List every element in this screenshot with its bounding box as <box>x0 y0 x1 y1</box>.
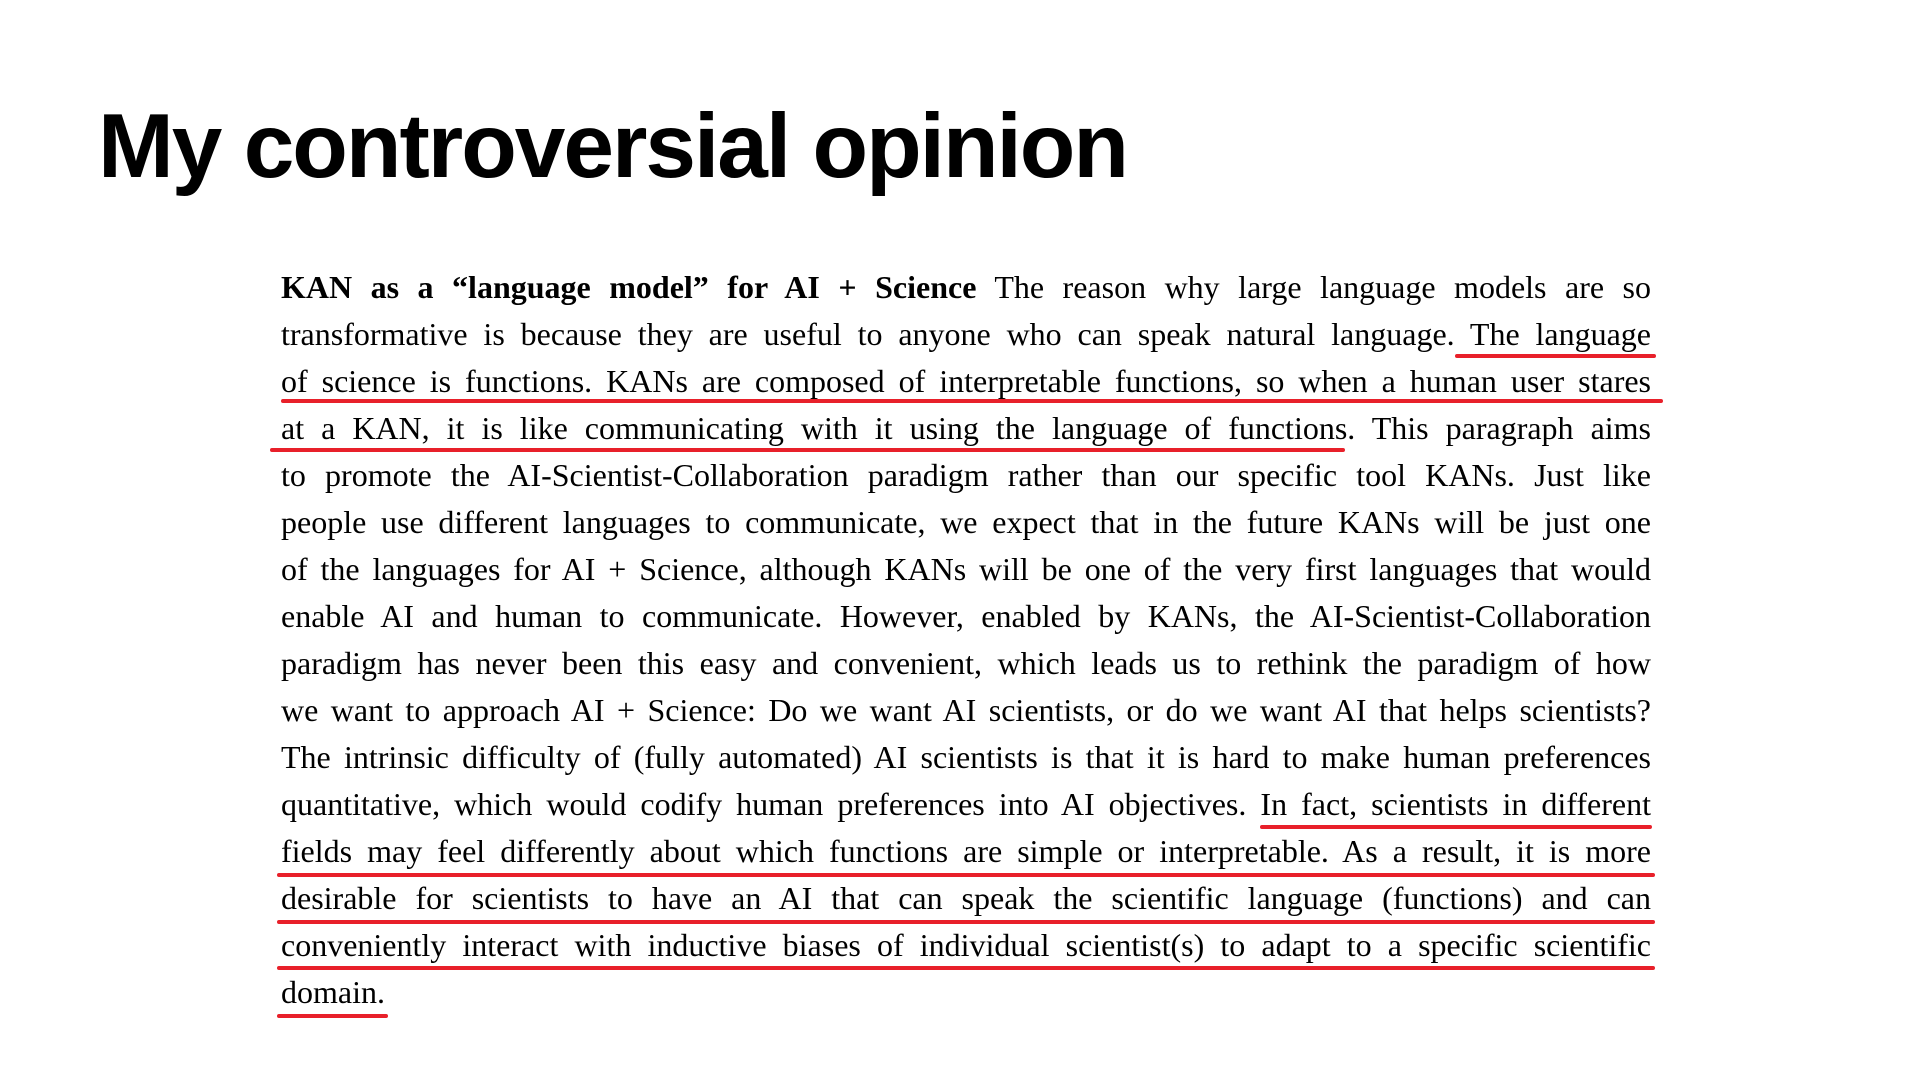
excerpt-line-16: domain. <box>281 974 385 1010</box>
excerpt-line-7: of the languages for AI + Science, although KANs will be one of the very first languages that would <box>281 551 1651 587</box>
excerpt-line-8: enable AI and human to communicate. However, enabled by KANs, the AI-Scientist-Collaboration <box>281 598 1651 634</box>
highlight-underline <box>1455 354 1656 358</box>
excerpt-line-14: desirable for scientists to have an AI that can speak the scientific language (functions) and can <box>281 880 1651 916</box>
highlight-underline <box>1260 825 1652 829</box>
excerpt-line-15: conveniently interact with inductive biases of individual scientist(s) to adapt to a specific scientific <box>281 927 1651 963</box>
excerpt-line-3: of science is functions. KANs are composed of interpretable functions, so when a human user stares <box>281 363 1651 399</box>
highlight-underline <box>281 399 1663 403</box>
highlight-underline <box>277 873 1655 877</box>
excerpt-line-13: fields may feel differently about which functions are simple or interpretable. As a result, it is more <box>281 833 1651 869</box>
excerpt-line-6: people use different languages to communicate, we expect that in the future KANs will be just one <box>281 504 1651 540</box>
excerpt-line-1 <box>281 264 1651 311</box>
excerpt-line-12: quantitative, which would codify human preferences into AI objectives. In fact, scientists in different <box>281 786 1651 822</box>
highlight-underline <box>277 920 1655 924</box>
slide-title: My controversial opinion <box>98 96 1127 197</box>
highlight-underline <box>277 966 1655 970</box>
run-in-heading: KAN as a “language model” for AI + Science <box>281 269 977 305</box>
excerpt-line-9: paradigm has never been this easy and convenient, which leads us to rethink the paradigm of how <box>281 645 1651 681</box>
excerpt-line-2: transformative is because they are useful to anyone who can speak natural language. The language <box>281 316 1651 352</box>
excerpt-line-4: at a KAN, it is like communicating with it using the language of functions. This paragraph aims <box>281 410 1651 446</box>
excerpt-line-5: to promote the AI-Scientist-Collaboration paradigm rather than our specific tool KANs. Just like <box>281 457 1651 493</box>
highlight-underline <box>277 1014 388 1018</box>
excerpt-line-10: we want to approach AI + Science: Do we want AI scientists, or do we want AI that helps scientists? <box>281 692 1651 728</box>
excerpt-line-1-text: The reason why large language models are so <box>994 269 1652 305</box>
excerpt-line-11: The intrinsic difficulty of (fully automated) AI scientists is that it is hard to make human preferences <box>281 739 1651 775</box>
highlight-underline <box>270 448 1345 452</box>
